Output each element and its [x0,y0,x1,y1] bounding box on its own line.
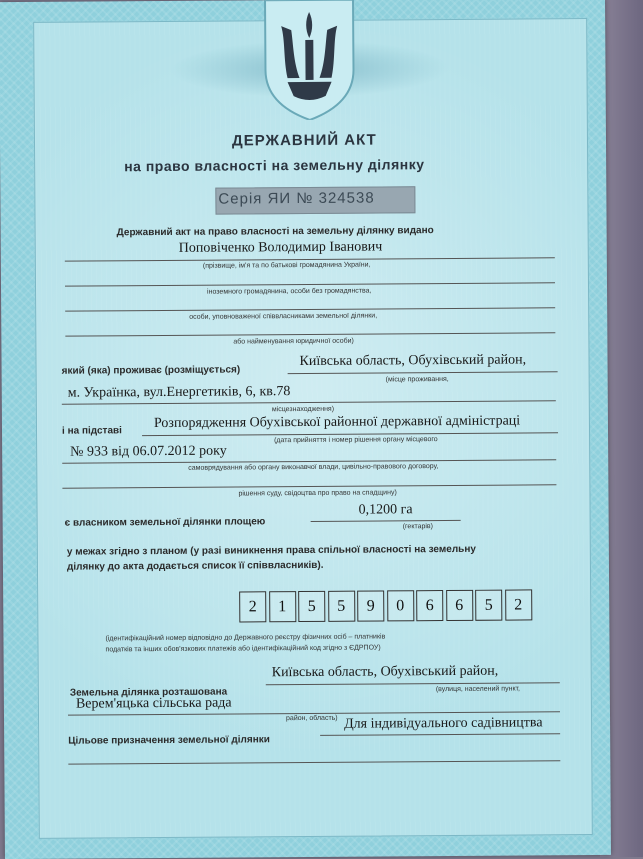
caption-basis3: рішення суду, свідоцтва про право на спадщину) [238,489,397,498]
plan-line1: у межах згідно з планом (у разі виникнення права спільної власності на земельну [66,543,476,558]
id-digit-box: 5 [298,591,325,622]
basis-label: і на підставі [61,425,122,437]
caption-plot1: (вулиця, населений пункт, [435,685,520,694]
caption-basis1: (дата прийняття і номер рішення органу місцевого [274,436,438,445]
area-label: є власником земельної ділянки площею [64,516,266,529]
area-value: 0,1200 га [358,502,413,518]
id-digit-box: 0 [387,590,414,621]
id-digit-box: 2 [505,589,532,620]
id-digit-box: 9 [357,590,384,621]
caption-authorized: особи, уповноваженої співвласниками земельної ділянки, [189,312,378,321]
caption-name: (прізвище, ім'я та по батькові громадянина України, [202,261,371,270]
caption-plot2: район, область) [286,714,338,723]
trident-emblem-icon [261,0,358,120]
purpose-value: Для індивідуального садівництва [344,715,543,732]
purpose-label: Цільове призначення земельної ділянки [68,734,270,747]
caption-location: місцезнаходження) [271,405,335,414]
id-digit-box: 5 [475,590,502,621]
caption-area: (гектарів) [402,523,434,531]
document-subtitle: на право власності на земельну ділянку [124,156,425,175]
id-digit-box: 5 [328,591,355,622]
caption-foreign: іноземного громадянина, особи без громадянства, [207,287,372,296]
plan-line2: ділянку до акта додається список її співвласників). [66,559,324,573]
caption-id2: податків та інших обов'язкових платежів або ідентифікаційний код згідно з ЄДРПОУ) [105,644,381,654]
caption-basis2: самоврядування або органу виконавчої влади, цивільно-правового договору, [188,463,439,472]
residence-label: який (яка) проживає (розміщується) [61,364,241,377]
plot-line1: Київська область, Обухівський район, [271,663,499,681]
issued-label: Державний акт на право власності на земельну ділянку видано [116,225,434,239]
plot-line2: Верем'яцька сільська рада [75,695,232,712]
caption-residence: (місце проживання, [385,375,449,384]
residence-line1: Київська область, Обухівський район, [299,352,527,370]
caption-id1: (ідентифікаційний номер відповідно до Державного реєстру фізичних осіб – платників [105,633,386,643]
id-digit-box: 6 [416,590,443,621]
residence-line2: м. Українка, вул.Енергетиків, 6, кв.78 [67,384,291,401]
id-digit-box: 2 [239,591,266,622]
serial-number: Серія ЯИ № 324538 [218,189,375,208]
id-digit-box: 1 [269,591,296,622]
id-digit-box: 6 [446,590,473,621]
basis-line2: № 933 від 06.07.2012 року [70,443,227,460]
plot-label: Земельна ділянка розташована [69,686,228,699]
owner-name: Поповіченко Володимир Іванович [178,239,383,256]
document-title: ДЕРЖАВНИЙ АКТ [231,131,377,150]
basis-line1: Розпорядження Обухівської районної державної адміністраці [153,413,521,432]
caption-legal: або найменування юридичної особи) [233,337,354,346]
